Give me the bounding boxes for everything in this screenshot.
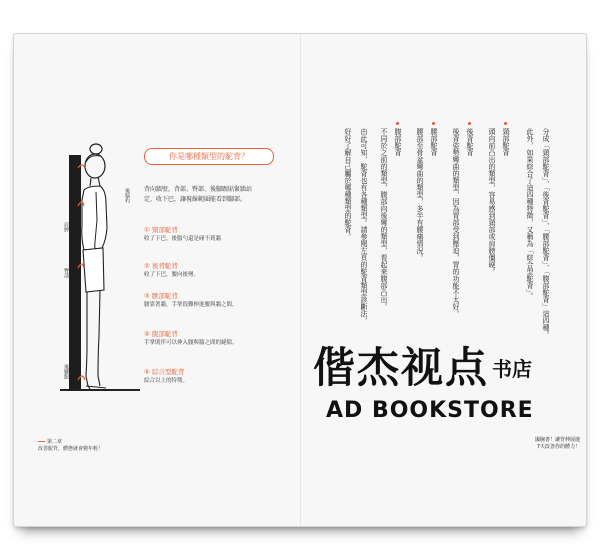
bullet-icon — [468, 122, 471, 125]
right-page-footer — [470, 437, 580, 451]
watermark-cjk-bookstore: 书店 — [492, 357, 532, 381]
type-title: ③ 腰部駝背 — [144, 292, 178, 300]
type-title: ② 後背駝背 — [144, 262, 178, 270]
section-heading: 後背駝背 — [466, 128, 474, 156]
type-title: ⑤ 綜合型駝背 — [144, 368, 185, 376]
left-page-footer — [38, 439, 158, 453]
posture-type-lower-back — [144, 292, 262, 310]
posture-type-neck — [144, 226, 262, 244]
type-title: ① 頸部駝背 — [144, 226, 178, 234]
body-column: 分成「頸部駝背」、「後背駝背」、「腰部駝背」、「腹部駝背」這四種。 — [542, 128, 550, 338]
type-title: ④ 腹部駝背 — [144, 330, 178, 338]
label-shoulder-blades: 肩胛 — [63, 222, 69, 232]
body-column: 頭向前凸出的類型，容易感到頸部或肩膀僵硬。 — [488, 128, 496, 275]
bullet-icon — [396, 122, 399, 125]
label-heels: 後腳跟 — [63, 364, 69, 379]
body-column: 此外，如果綜合了這四種特徵，又稱為「綜合型駝背」。 — [526, 128, 534, 300]
page-gutter — [300, 34, 301, 526]
type-description: 收了下巴，腰向後彎。 — [144, 272, 200, 278]
type-description: 收了下巴，後腦勺還是碰不到牆 — [144, 236, 222, 242]
posture-type-combined — [144, 368, 262, 386]
bullet-icon — [432, 122, 435, 125]
posture-figure-illustration — [76, 140, 132, 392]
body-column: 腰部至骨盆彎曲的類型，多半有腰痛情況。 — [416, 128, 424, 261]
section-heading: 頸部駝背 — [502, 128, 510, 156]
type-description: 綜合以上的特徵。 — [144, 378, 189, 384]
watermark-english: AD BOOKSTORE — [326, 398, 534, 423]
body-column: 好好了解自己屬於哪種類型的駝背。 — [344, 128, 352, 240]
type-description: 腰靠著牆，手掌很難伸進腰與牆之間。 — [144, 302, 238, 308]
body-column: 後背姿勢彎曲的類型，因為胃部受到壓迫，胃的功能不太好。 — [452, 128, 460, 317]
instruction-text: 背向牆壁，背部、臀部、後腳跟貼緊牆站定，收下巴，讓視線範圍能看到腳部。 — [144, 186, 253, 203]
body-column: 不同於之前的類型，腹部向後彎的類型，看起來腹部凸出。 — [380, 128, 388, 310]
body-column: 由此可知，駝背也有各種類型。請參閱左頁的駝背類型診斷法， — [360, 128, 368, 324]
posture-type-title: 你是哪種類型的駝背？ — [144, 148, 274, 165]
label-buttocks: 臀部 — [63, 268, 69, 278]
section-heading: 腹部駝背 — [394, 128, 402, 156]
posture-type-abdomen — [144, 330, 262, 348]
chapter-subtitle: 改善駝背，體態就會變年輕！ — [38, 446, 104, 452]
bullet-icon — [504, 122, 507, 125]
type-description: 手掌則伴可以伸入腰與牆之間的縫隙。 — [144, 340, 238, 346]
posture-type-upper-back — [144, 262, 262, 280]
watermark-cjk-logo: 偕杰视点 — [313, 343, 490, 392]
footer-line: 7天改善你的體力！ — [536, 444, 580, 450]
label-back-of-head: 後腦杓 — [124, 188, 130, 203]
footer-line: 國胸書！讓背伸展運 — [534, 437, 580, 443]
section-heading: 腰部駝背 — [430, 128, 438, 156]
chapter-number: 第二章 — [38, 439, 158, 446]
